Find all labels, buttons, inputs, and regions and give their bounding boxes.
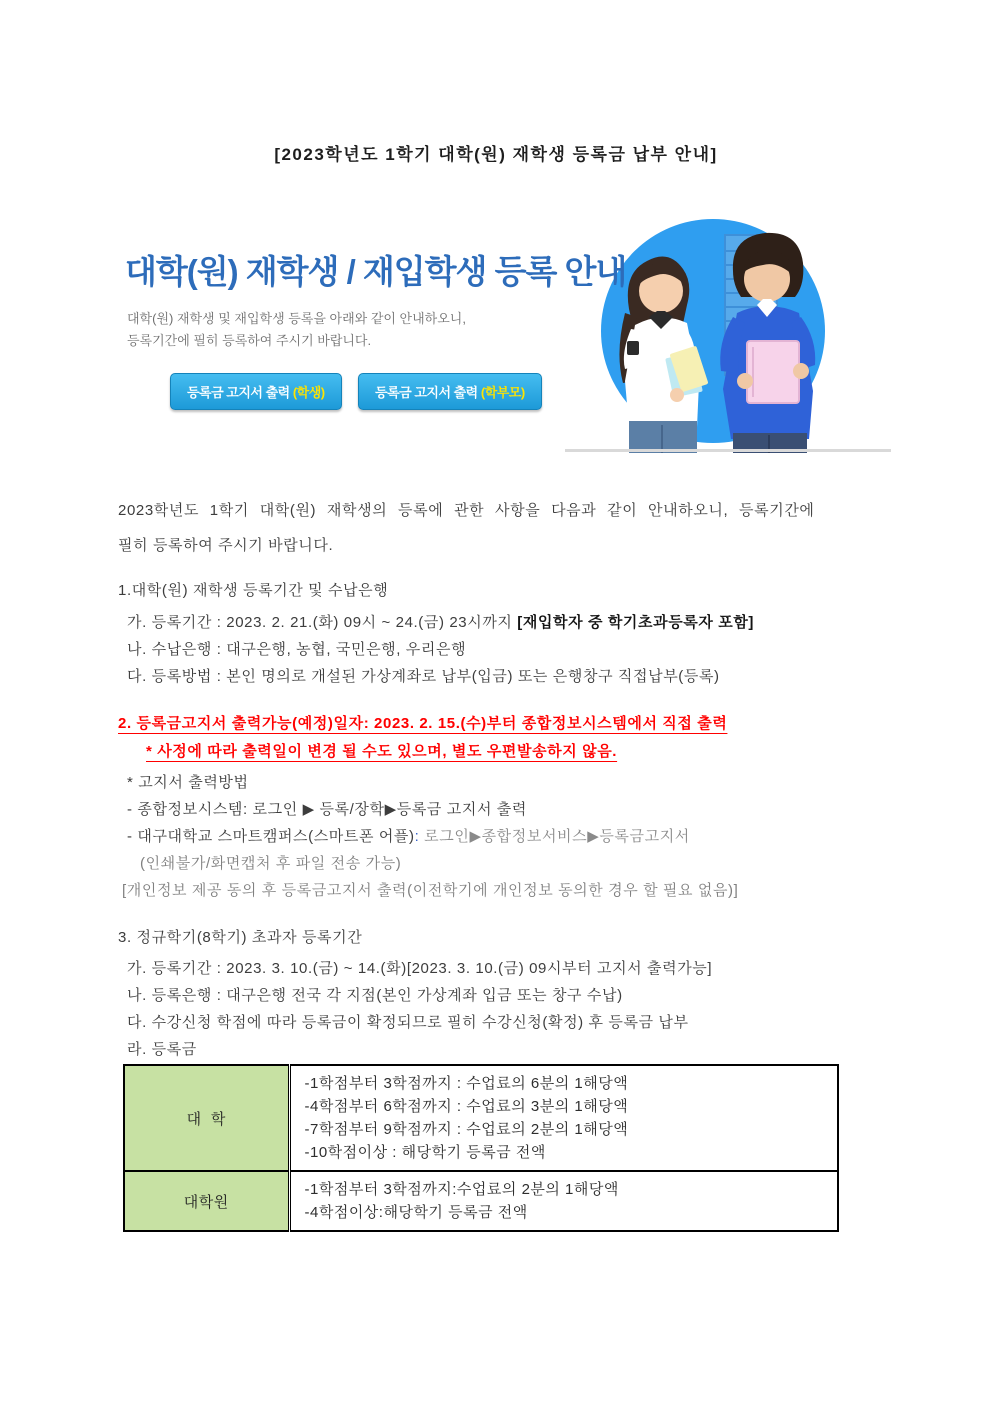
graduate-line-1: -1학점부터 3학점까지:수업료의 2분의 1해당액	[304, 1181, 619, 1198]
university-line-3: -7학점부터 9학점까지 : 수업료의 2분의 1해당액	[304, 1121, 629, 1138]
banner-heading: 대학(원) 재학생 / 재입학생 등록 안내	[125, 253, 627, 290]
banner-subtitle-line1: 대학(원) 재학생 및 재입학생 등록을 아래와 같이 안내하오니,	[127, 311, 466, 326]
pink-binder	[747, 341, 799, 403]
registration-banner	[115, 213, 891, 453]
university-line-1: -1학점부터 3학점까지 : 수업료의 6분의 1해당액	[304, 1075, 629, 1092]
male-student-figure	[720, 233, 815, 453]
section3-item-a: 가. 등록기간 : 2023. 3. 10.(금) ~ 14.(화)[2023. 3. 10.(금) 09시부터 고지서 출력가능]	[127, 960, 713, 977]
banner-buttons	[170, 373, 554, 410]
section3-heading: 3. 정규학기(8학기) 초과자 등록기간	[118, 929, 363, 946]
print-bill-parent-suffix: (학부모)	[480, 385, 525, 400]
banner-subtitle	[127, 308, 466, 352]
section3-item-d: 라. 등록금	[127, 1041, 197, 1058]
intro-line2: 필히 등록하여 주시기 바랍니다.	[118, 537, 334, 554]
section2-heading: 2. 등록금고지서 출력가능(예정)일자: 2023. 2. 15.(수)부터 종합정보시스템에서 직접 출력	[118, 715, 728, 732]
section2-method-app-path: 로그인▶종합정보서비스▶등록금고지서	[419, 828, 690, 845]
university-line-2: -4학점부터 6학점까지 : 수업료의 3분의 1해당액	[304, 1098, 629, 1115]
section1-item-a-bold: [재입학자 중 학기초과등록자 포함]	[517, 614, 755, 631]
section2-method-app-colon: :	[414, 828, 420, 845]
print-bill-student-label: 등록금 고지서 출력	[187, 385, 293, 400]
print-bill-student-suffix: (학생)	[292, 385, 325, 400]
banner-subtitle-line2: 등록기간에 필히 등록하여 주시기 바랍니다.	[127, 333, 372, 348]
table-row-university	[124, 1065, 838, 1171]
section2-method-title: * 고지서 출력방법	[127, 774, 249, 791]
print-bill-parent-button[interactable]	[358, 373, 542, 410]
section1-item-a-text: 가. 등록기간 : 2023. 2. 21.(화) 09시 ~ 24.(금) 23시까지	[127, 614, 518, 631]
section2-method-portal: - 종합정보시스템: 로그인 ▶ 등록/장학▶등록금 고지서 출력	[127, 801, 527, 818]
print-bill-parent-label: 등록금 고지서 출력	[375, 385, 481, 400]
section3-item-b: 나. 등록은행 : 대구은행 전국 각 지점(본인 가상계좌 입금 또는 창구 수납)	[127, 987, 623, 1004]
graduate-line-2: -4학점이상:해당학기 등록금 전액	[304, 1204, 528, 1221]
print-bill-student-button[interactable]	[170, 373, 342, 410]
section1-item-a	[127, 611, 754, 632]
section2-method-app-note: (인쇄불가/화면캡처 후 파일 전송 가능)	[140, 855, 402, 872]
photo-baseline	[565, 449, 891, 452]
section1-item-b: 나. 수납은행 : 대구은행, 농협, 국민은행, 우리은행	[127, 641, 467, 658]
section2-method-app	[127, 825, 690, 846]
table-cell-category-graduate: 대학원	[124, 1171, 289, 1231]
section1-item-c: 다. 등록방법 : 본인 명의로 개설된 가상계좌로 납부(입금) 또는 은행창구 직접납부(등록)	[127, 668, 720, 685]
section1-heading: 1.대학(원) 재학생 등록기간 및 수납은행	[118, 582, 389, 599]
table-row-graduate-school	[124, 1171, 838, 1231]
section2-method-app-prefix: - 대구대학교 스마트캠퍼스(스마트폰 어플)	[127, 828, 415, 845]
tuition-table	[123, 1064, 839, 1232]
table-cell-detail-university	[289, 1065, 838, 1171]
intro-line1: 2023학년도 1학기 대학(원) 재학생의 등록에 관한 사항을 다음과 같이 안내하오니, 등록기간에	[118, 502, 815, 519]
page-title: [2023학년도 1학기 대학(원) 재학생 등록금 납부 안내]	[274, 145, 718, 164]
section3-item-c: 다. 수강신청 학점에 따라 등록금이 확정되므로 필히 수강신청(확정) 후 등록금 납부	[127, 1014, 689, 1031]
section2-note: * 사정에 따라 출력일이 변경 될 수도 있으며, 별도 우편발송하지 않음.	[146, 743, 618, 760]
section2-privacy-note: [개인정보 제공 동의 후 등록금고지서 출력(이전학기에 개인정보 동의한 경우 할 필요 없음)]	[122, 882, 739, 899]
table-cell-detail-graduate	[289, 1171, 838, 1231]
university-line-4: -10학점이상 : 해당학기 등록금 전액	[304, 1144, 546, 1161]
table-cell-category-university: 대 학	[124, 1065, 289, 1171]
